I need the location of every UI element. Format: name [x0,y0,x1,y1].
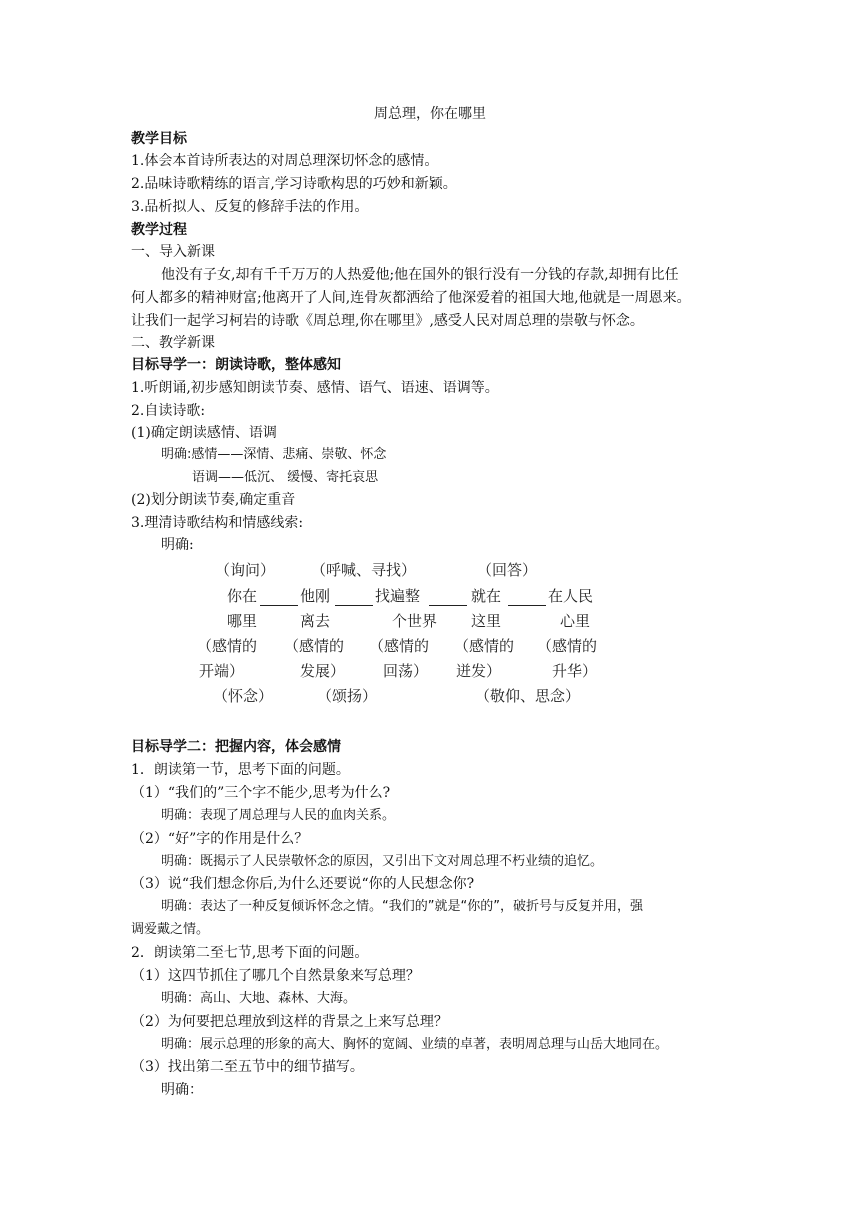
guide1-line: 3.理清诗歌结构和情感线索: [131,515,304,531]
intro-paragraph-line: 让我们一起学习柯岩的诗歌《周总理,你在哪里》,感受人民对周总理的崇敬与怀念。 [131,313,644,329]
answer: 明确：展示总理的形象的高大、胸怀的宽阔、业绩的卓著，表明周总理与山岳大地同在。 [161,1037,669,1052]
sub-question: （2）为何要把总理放到这样的背景之上来写总理？ [131,1014,448,1030]
guide1-line: (1)确定朗读感情、语调 [131,425,277,441]
diagram-cell: （感情的 [369,637,430,655]
answer: 明确：表达了一种反复倾诉怀念之情。“我们的”就是“你的”，破折号与反复并用，强 [161,899,643,914]
diagram-cell: （感情的 [284,637,345,655]
diagram-label-bottom: （颂扬） [317,687,378,705]
process-heading: 教学过程 [131,222,187,238]
diagram-blank-line [260,605,298,606]
diagram-cell: 心里 [560,612,591,630]
sub-question: （1）这四节抓住了哪几个自然景象来写总理？ [131,968,420,984]
guide1-line: (2)划分朗读节奏,确定重音 [131,492,296,508]
sub-question: （3）找出第二至五节中的细节描写。 [131,1059,364,1075]
answer: 明确：表现了周总理与人民的血肉关系。 [161,808,396,823]
diagram-cell: 升华） [552,662,598,680]
guide1-line: 1.听朗诵,初步感知朗读节奏、感情、语气、语速、语调等。 [131,380,499,396]
answer: 明确： [161,1082,203,1098]
intro-paragraph-line: 他没有子女,却有千千万万的人热爱他;他在国外的银行没有一分钱的存款,却拥有比任 [161,267,679,283]
guide1-line: 2.自读诗歌: [131,403,206,419]
guide2-heading: 目标导学二：把握内容，体会感情 [131,739,341,755]
diagram-cell: （感情的 [197,637,258,655]
question: 1．朗读第一节，思考下面的问题。 [131,762,350,778]
diagram-label-top: （呼喊、寻找） [311,561,417,579]
page-title: 周总理，你在哪里 [374,106,486,122]
diagram-cell: 他刚 [300,587,331,605]
goals-heading: 教学目标 [131,131,187,147]
diagram-cell: 这里 [471,612,502,630]
diagram-blank-line [335,605,373,606]
diagram-cell: 离去 [300,612,331,630]
diagram-label-bottom: （怀念） [213,687,274,705]
diagram-blank-line [429,605,467,606]
diagram-label-top: （回答） [477,561,538,579]
sub-question: （2）“好”字的作用是什么？ [131,831,309,847]
guide1-answer: 明确:感情——深情、悲痛、崇敬、怀念 [161,447,387,462]
diagram-cell: 找遍整 [375,587,421,605]
diagram-cell: 哪里 [227,612,258,630]
guide1-answer: 语调——低沉、 缓慢、寄托哀思 [192,470,379,485]
diagram-cell: 个世界 [392,612,438,630]
diagram-cell: （感情的 [537,637,598,655]
answer: 明确：既揭示了人民崇敬怀念的原因，又引出下文对周总理不朽业绩的追忆。 [161,854,604,869]
sub-question: （3）说“我们想念你后,为什么还要说“你的人民想念你? [131,876,475,892]
question: 2．朗读第二至七节,思考下面的问题。 [131,945,369,961]
diagram-cell: 回荡） [383,662,429,680]
guide1-heading: 目标导学一：朗读诗歌，整体感知 [131,357,341,373]
diagram-blank-line [508,605,546,606]
guide1-answer: 明确: [161,537,194,553]
diagram-label-bottom: （敬仰、思念） [475,687,581,705]
diagram-cell: 开端） [199,662,245,680]
answer: 明确：高山、大地、森林、大海。 [161,991,357,1006]
diagram-cell: 在人民 [548,587,594,605]
answer: 调爱戴之情。 [131,922,210,937]
goal-item: 1.体会本首诗所表达的对周总理深切怀念的感情。 [131,153,439,169]
intro-heading: 一、导入新课 [131,244,215,260]
sub-question: （1）“我们的”三个字不能少,思考为什么? [131,785,391,801]
diagram-cell: 发展） [300,662,346,680]
goal-item: 3.品析拟人、反复的修辞手法的作用。 [131,199,369,215]
intro-paragraph-line: 何人都多的精神财富;他离开了人间,连骨灰都洒给了他深爱着的祖国大地,他就是一周恩来。 [131,290,691,306]
diagram-cell: 迸发） [456,662,502,680]
new-lesson-heading: 二、教学新课 [131,335,215,351]
diagram-cell: 就在 [471,587,502,605]
diagram-cell: （感情的 [454,637,515,655]
poem-structure-diagram [193,557,613,709]
diagram-label-top: （询问） [215,561,276,579]
goal-item: 2.品味诗歌精练的语言,学习诗歌构思的巧妙和新颖。 [131,176,457,192]
diagram-cell: 你在 [227,587,258,605]
